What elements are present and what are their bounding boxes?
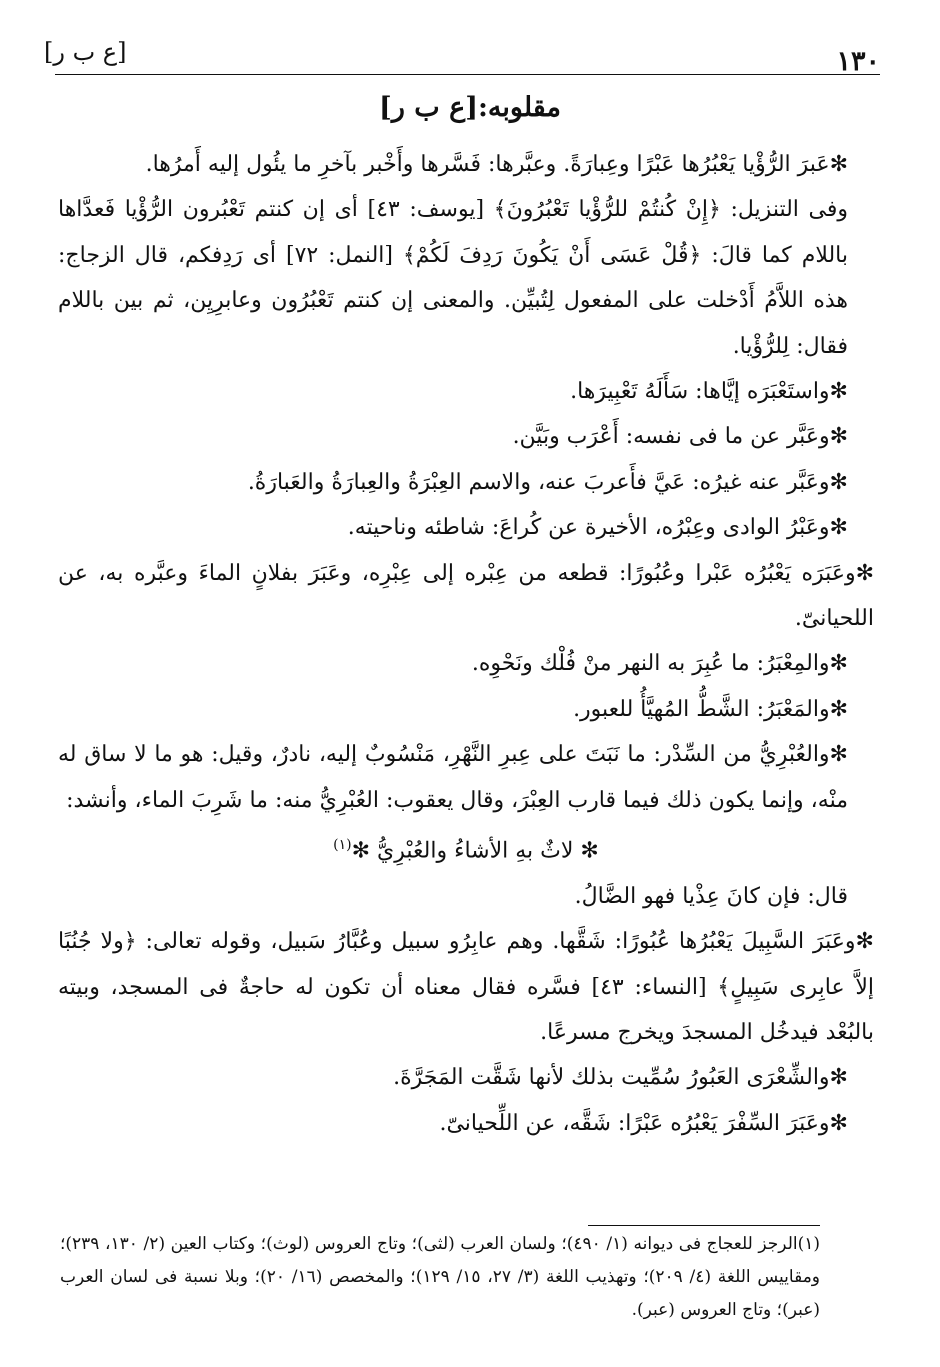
header-rule: [55, 74, 880, 75]
entry-body: [58, 142, 874, 1146]
entry-paragraph: ✻والعُبْرِيُّ من السِّدْر: ما نَبَتَ على عِبرِ النَّهْرِ، مَنْسُوبٌ إليه، نادرٌ، وقيل: هو ما لا ساق له منْه، وإنما يكون ذلك فيما قارب العِبْرَ، وقال يعقوب: العُبْرِيُّ منه: ما شَرِبَ الماء، وأنشد:: [58, 742, 848, 813]
running-head: [ع ب ر]: [44, 38, 127, 66]
entry-paragraph: ✻وعَبَرَ السِّفْرَ يَعْبُرُه عَبْرًا: شَقَّه، عن اللِّحيانىّ.: [439, 1110, 848, 1136]
section-title: مقلوبه:[ع ب ر]: [379, 92, 561, 123]
entry-paragraph: وفى التنزيل: ﴿إِنْ كُنتُمْ للرُّؤْيا تَعْبُرُونَ﴾ [يوسف: ٤٣] أى إن كنتم تَعْبُرون الرُّؤْيا فَعدَّاها باللام كما قالَ: ﴿قُلْ عَسَى أَنْ يَكُونَ رَدِفَ لَكُمْ﴾ [النمل: ٧٢] أى رَدِفكم، قال الزجاج: هذه اللاَّمُ أَدْخلت على المفعول لِتُبيِّن. والمعنى إن كنتم تَعْبُرُون وعابرِيِن، ثم بين باللام فقال: لِلرُّؤْيا.: [58, 197, 849, 359]
entry-paragraph: قال: فإن كانَ عِذْيا فهو الضَّالُ.: [574, 883, 848, 909]
entry-paragraph: ✻وعَبْرُ الوادى وعِبْرُه، الأخيرة عن كُراعَ: شاطئه وناحيته.: [347, 515, 848, 541]
footnote-rule: [588, 1225, 820, 1226]
footnote: (١)الرجز للعجاج فى ديوانه (١/ ٤٩٠)؛ ولسان العرب (لثى)؛ وتاج العروس (لوث)؛ وكتاب العين (٢/ ١٣٠، ٢٣٩)؛ ومقاييس اللغة (٤/ ٢٠٩)؛ وتهذيب اللغة (٣/ ٢٧، ١٥/ ١٢٩)؛ والمخصص (١٦/ ٢٠)؛ وبلا نسبة فى لسان العرب (عبر)؛ وتاج العروس (عبر).: [60, 1234, 821, 1320]
entry-paragraph: ✻والشِّعْرَى العَبُورُ سُمِّيت بذلك لأنها شَقَّت المَجَرَّةَ.: [393, 1065, 848, 1091]
entry-paragraph: ✻وعَبَرَ السَّبِيلَ يَعْبُرُها عُبُورًا: شَقَّها. وهم عابِرُو سبيل وعُبَّارُ سَبيل، وقوله تعالى: ﴿ولا جُنُبًا إلاَّ عابِرى سَبِيلٍ﴾ [النساء: ٤٣] فسَّره فقال معناه أن تكون له حاجةٌ فى المسجد، وبيته بالبُعْد فيدخُل المسجدَ ويخرج مسرعًا.: [58, 929, 874, 1046]
entry-paragraph: ✻والمَعْبَرُ: الشَّطُّ المُهيَّأُ للعبور.: [573, 696, 848, 722]
entry-paragraph: ✻وعَبَّر عن ما فى نفسه: أَعْرَب وبَيَّن.: [512, 424, 848, 450]
entry-paragraph: ✻واستَعْبَرَه إيَّاها: سَأَلَهُ تَعْبِيرَها.: [570, 379, 848, 405]
page-number: ١٣٠: [836, 46, 880, 77]
footnotes: [60, 1228, 820, 1327]
entry-paragraph: ✻والمِعْبَرُ: ما عُبِرَ به النهر منْ فُلْك ونَحْوِه.: [471, 651, 848, 677]
footnote-marker: (١): [333, 837, 352, 854]
entry-paragraph: ✻عَبرَ الرُّؤْيا يَعْبُرُها عَبْرًا وعِبارَةً. وعبَّرها: فَسَّرها وأَخْبر بآخرِ ما يئُول إليه أَمرُها.: [145, 152, 848, 177]
verse-line: [58, 823, 874, 874]
entry-paragraph: ✻وعَبَرَه يَعْبُرُه عَبْرا وعُبُورًا: قطعه من عِبْره إلى عِبْرِه، وعَبَرَ بفلانٍ الماءَ وعبَّره به، عن اللحيانىّ.: [58, 560, 874, 632]
verse-text: ✻ لاثٌ بهِ الأشاءُ والعُبْرِيُّ ✻: [351, 838, 599, 864]
entry-paragraph: ✻وعَبَّر عنه غيرُه: عَيَّ فأَعربَ عنه، والاسم العِبْرَةُ والعِبارَةُ والعَبارَةُ.: [247, 469, 848, 495]
page-header: [40, 38, 880, 77]
